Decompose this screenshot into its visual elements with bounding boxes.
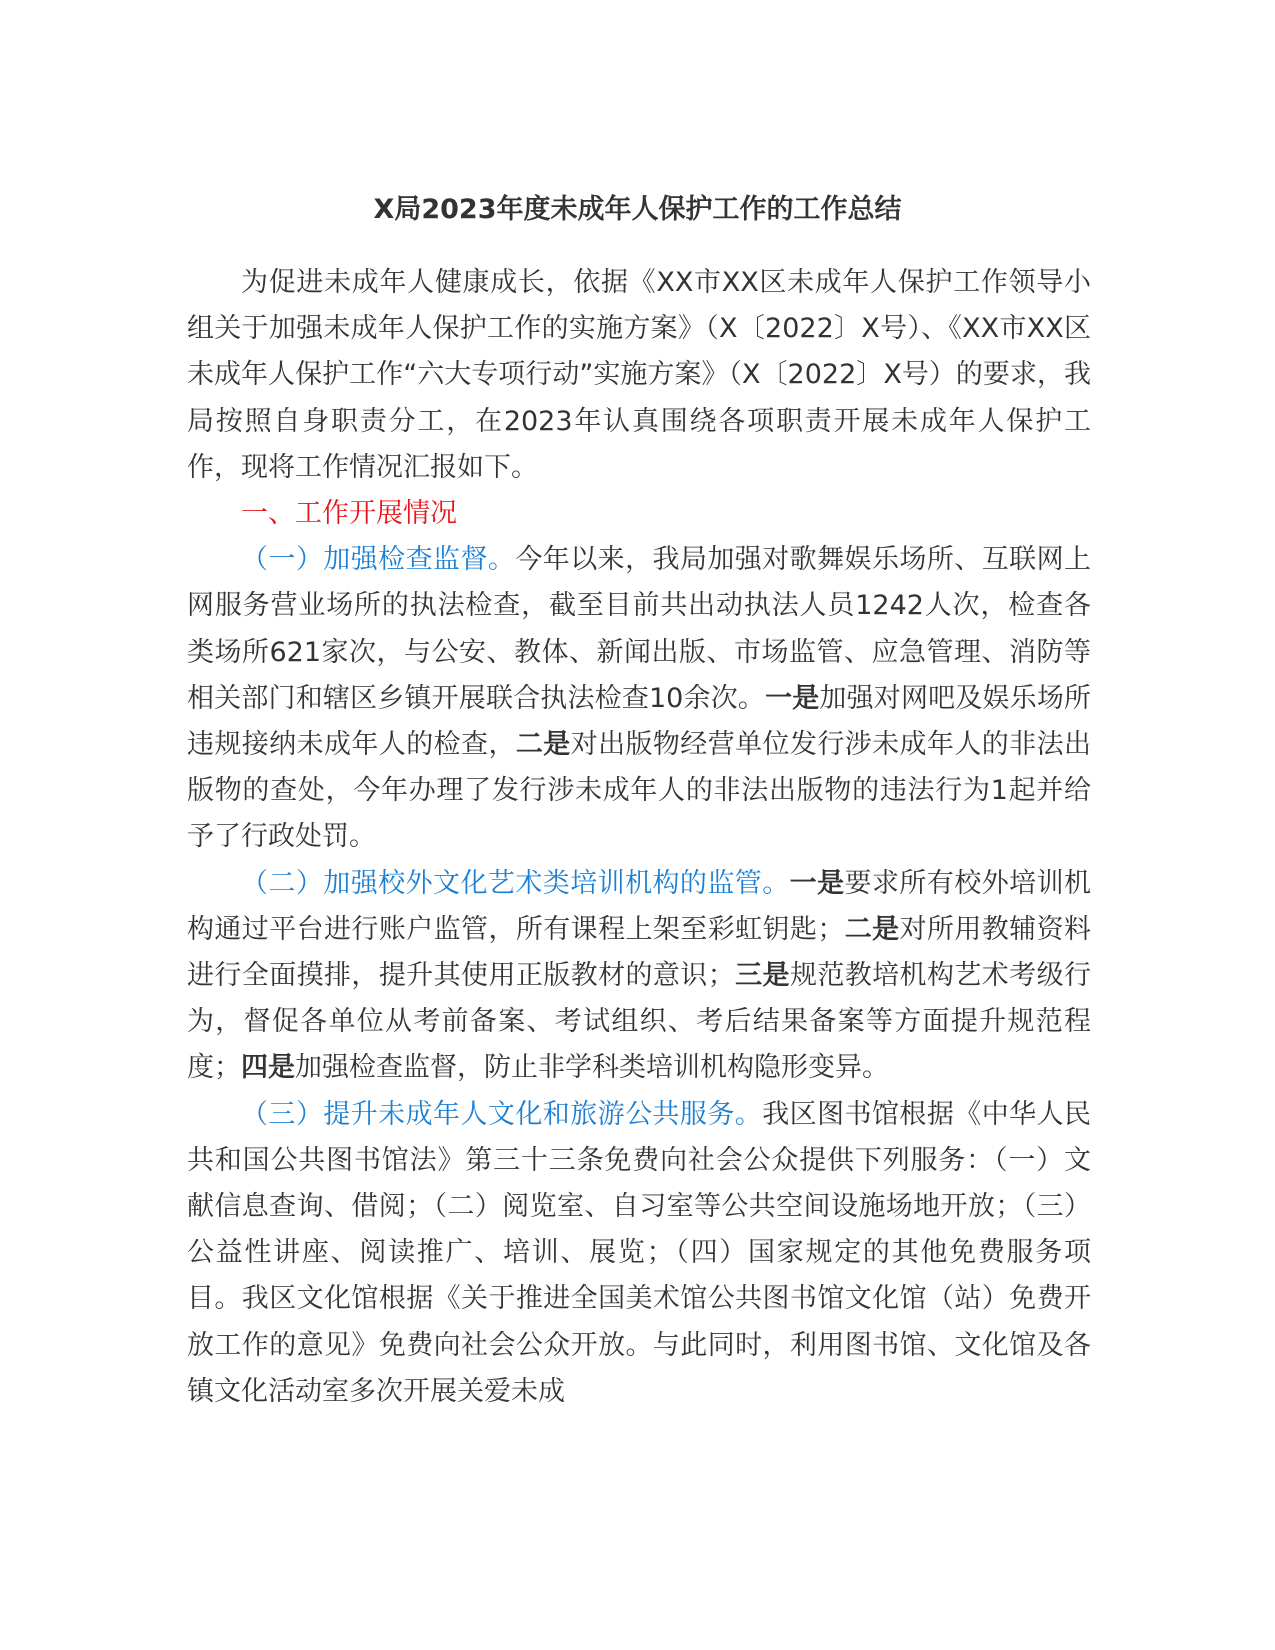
subsection-2-text-c: 规范教培机构艺术考级行为，督促各单位从考前备案、考试组织、考后结果备案等方面提升规范程度； bbox=[187, 960, 1091, 1084]
subsection-1-paragraph bbox=[187, 537, 1091, 860]
section-heading-text: 一、工作开展情况 bbox=[241, 498, 457, 530]
keyword-second: 二是 bbox=[515, 729, 571, 761]
subsection-1-text-a: 今年以来，我局加强对歌舞娱乐场所、互联网上网服务营业场所的执法检查，截至目前共出动执法人员1242人次，检查各类场所621家次，与公安、教体、新闻出版、市场监管、应急管理、消防等相关部门和辖区乡镇开展联合执法检查10余次。 bbox=[187, 544, 1092, 714]
document-body bbox=[187, 260, 1091, 1415]
section-heading bbox=[187, 491, 1091, 537]
subsection-2-heading: （二）加强校外文化艺术类培训机构的监管。 bbox=[241, 867, 790, 899]
intro-text: 为促进未成年人健康成长，依据《XX市XX区未成年人保护工作领导小组关于加强未成年人保护工作的实施方案》（X〔2022〕X号）、《XX市XX区未成年人保护工作“六大专项行动”实施方案》（X〔2022〕X号）的要求，我局按照自身职责分工，在2023年认真围绕各项职责开展未成年人保护工作，现将工作情况汇报如下。 bbox=[187, 267, 1091, 483]
subsection-1-text-b: 加强对网吧及娱乐场所违规接纳未成年人的检查， bbox=[187, 682, 1092, 761]
keyword-fourth: 四是 bbox=[241, 1052, 295, 1084]
subsection-3-paragraph bbox=[187, 1092, 1091, 1415]
keyword-first: 一是 bbox=[765, 682, 820, 714]
subsection-1-text-c: 对出版物经营单位发行涉未成年人的非法出版物的查处，今年办理了发行涉未成年人的非法出版物的违法行为1起并给予了行政处罚。 bbox=[187, 729, 1091, 853]
subsection-2-paragraph bbox=[187, 861, 1091, 1092]
subsection-3-text-a: 我区图书馆根据《中华人民共和国公共图书馆法》第三十三条免费向社会公众提供下列服务：（一）文献信息查询、借阅；（二）阅览室、自习室等公共空间设施场地开放；（三）公益性讲座、阅读推广、培训、展览；（四）国家规定的其他免费服务项目。我区文化馆根据《关于推进全国美术馆公共图书馆文化馆（站）免费开放工作的意见》免费向社会公众开放。与此同时，利用图书馆、文化馆及各镇文化活动室多次开展关爱未成 bbox=[187, 1098, 1092, 1407]
keyword-second: 二是 bbox=[844, 913, 900, 945]
subsection-2-text-b: 对所用教辅资料进行全面摸排，提升其使用正版教材的意识； bbox=[187, 913, 1091, 992]
intro-paragraph bbox=[187, 260, 1091, 491]
subsection-3-heading: （三）提升未成年人文化和旅游公共服务。 bbox=[241, 1098, 763, 1130]
subsection-2-text-a: 要求所有校外培训机构通过平台进行账户监管，所有课程上架至彩虹钥匙； bbox=[187, 867, 1092, 945]
subsection-1-heading: （一）加强检查监督。 bbox=[241, 544, 516, 576]
keyword-first: 一是 bbox=[789, 867, 845, 899]
subsection-2-text-d: 加强检查监督，防止非学科类培训机构隐形变异。 bbox=[295, 1052, 889, 1084]
document-title: X局2023年度未成年人保护工作的工作总结 bbox=[373, 194, 902, 225]
keyword-third: 三是 bbox=[734, 960, 790, 992]
